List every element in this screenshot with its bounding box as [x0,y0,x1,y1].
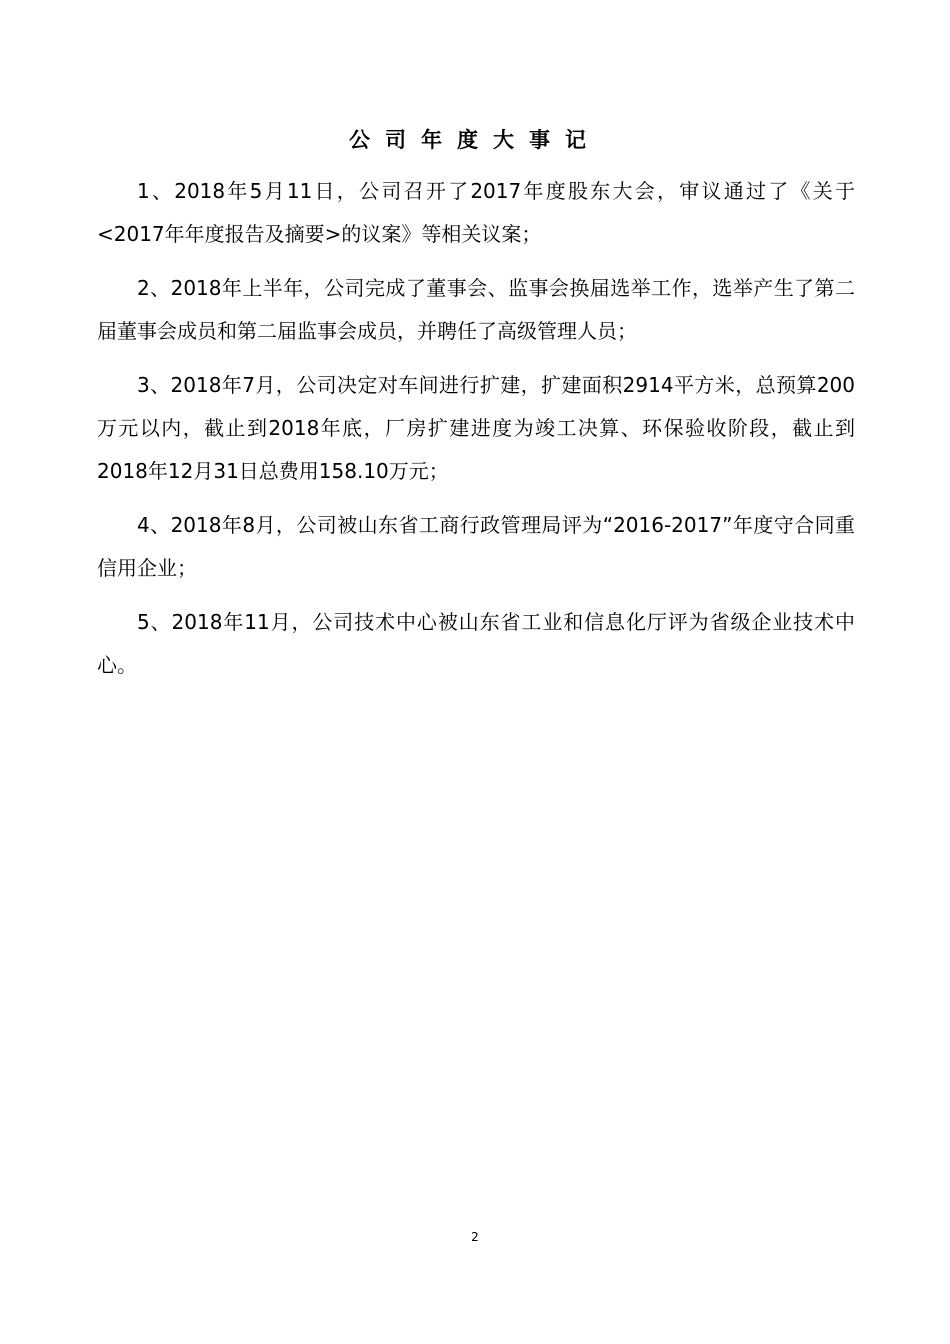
event-item-1: 1、2018年5月11日，公司召开了2017年度股东大会，审议通过了《关于<2017年年度报告及摘要>的议案》等相关议案； [97,179,855,246]
event-item-5: 5、2018年11月，公司技术中心被山东省工业和信息化厅评为省级企业技术中心。 [97,610,855,677]
event-item-4: 4、2018年8月，公司被山东省工商行政管理局评为“2016-2017”年度守合同重信用企业； [97,513,855,580]
event-item-2: 2、2018年上半年，公司完成了董事会、监事会换届选举工作，选举产生了第二届董事会成员和第二届监事会成员，并聘任了高级管理人员； [97,276,855,343]
page-title: 公司年度大事记 [349,128,601,152]
document-body [97,170,855,698]
event-item-3: 3、2018年7月，公司决定对车间进行扩建，扩建面积2914平方米，总预算200万元以内，截止到2018年底，厂房扩建进度为竣工决算、环保验收阶段，截止到2018年12月31日总费用158.10万元； [97,373,855,483]
page-number: 2 [471,1230,479,1244]
